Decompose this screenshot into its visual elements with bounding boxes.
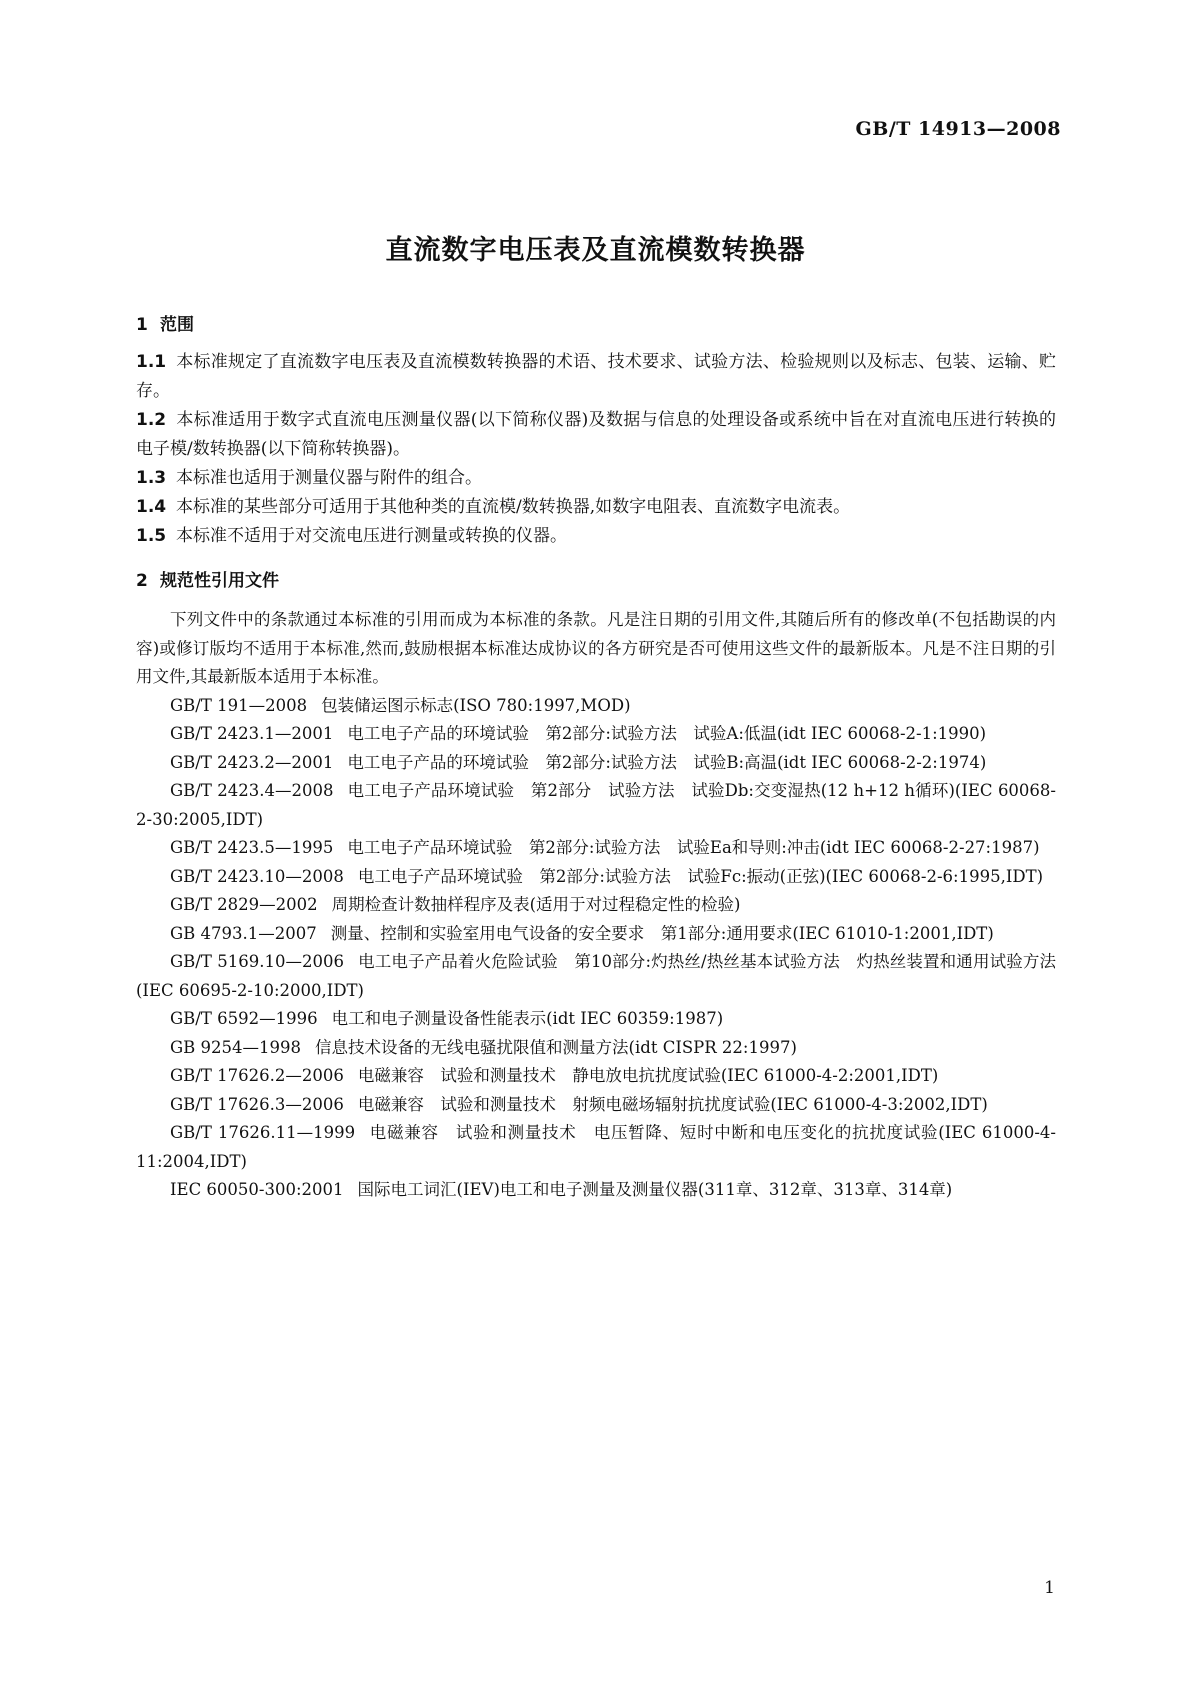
- reference-code: GB/T 191—2008: [170, 695, 308, 715]
- section-1-number: 1: [136, 315, 148, 335]
- reference-code: GB/T 2423.4—2008: [170, 781, 334, 800]
- clause-number: 1.1: [136, 352, 167, 372]
- clause-number: 1.5: [136, 526, 167, 546]
- reference-item: [136, 948, 1056, 1005]
- section-1-clauses: [136, 348, 1056, 551]
- standard-code: GB/T 14913—2008: [855, 118, 1061, 140]
- reference-code: GB/T 17626.3—2006: [170, 1094, 344, 1114]
- reference-title: 电工和电子测量设备性能表示(idt IEC 60359:1987): [331, 1009, 724, 1028]
- reference-item: [136, 891, 1056, 920]
- reference-title: 电工电子产品的环境试验 第2部分:试验方法 试验B:高温(idt IEC 60068-2-2:1974): [347, 752, 987, 772]
- reference-code: GB/T 2423.1—2001: [170, 724, 334, 743]
- reference-title: 电工电子产品环境试验 第2部分 试验方法 试验Db:交变湿热(12 h+12 h循环)(IEC 60068-2-30:2005,IDT): [136, 781, 1057, 829]
- section-1-heading: [136, 310, 194, 335]
- reference-item: [136, 1005, 1056, 1034]
- reference-item: [136, 920, 1056, 949]
- reference-code: GB/T 2829—2002: [170, 895, 318, 914]
- reference-code: GB/T 2423.5—1995: [170, 838, 334, 857]
- document-title: 直流数字电压表及直流模数转换器: [385, 235, 806, 266]
- clause-text: 本标准不适用于对交流电压进行测量或转换的仪器。: [176, 526, 567, 546]
- reference-title: 电磁兼容 试验和测量技术 射频电磁场辐射抗扰度试验(IEC 61000-4-3:2002,IDT): [357, 1094, 988, 1114]
- clause-1-2: [136, 406, 1056, 464]
- reference-item: [136, 777, 1056, 834]
- reference-code: GB 9254—1998: [170, 1037, 302, 1057]
- section-2-title: 规范性引用文件: [160, 571, 279, 591]
- reference-code: GB/T 2423.10—2008: [170, 866, 344, 886]
- reference-code: GB/T 17626.2—2006: [170, 1066, 344, 1085]
- reference-code: IEC 60050-300:2001: [170, 1180, 344, 1199]
- reference-item: [136, 1062, 1056, 1091]
- clause-number: 1.2: [136, 410, 167, 430]
- section-2-intro: 下列文件中的条款通过本标准的引用而成为本标准的条款。凡是注日期的引用文件,其随后所有的修改单(不包括勘误的内容)或修订版均不适用于本标准,然而,鼓励根据本标准达成协议的各方研究是否可使用这些文件的最新版本。凡是不注日期的引用文件,其最新版本适用于本标准。: [136, 610, 1056, 686]
- reference-code: GB 4793.1—2007: [170, 923, 317, 943]
- reference-title: 电磁兼容 试验和测量技术 静电放电抗扰度试验(IEC 61000-4-2:2001,IDT): [357, 1066, 939, 1085]
- reference-code: GB/T 6592—1996: [170, 1009, 318, 1028]
- clause-1-5: [136, 522, 1056, 551]
- clause-1-1: [136, 348, 1056, 406]
- reference-code: GB/T 5169.10—2006: [170, 952, 344, 971]
- reference-title: 电磁兼容 试验和测量技术 电压暂降、短时中断和电压变化的抗扰度试验(IEC 61000-4-11:2004,IDT): [136, 1123, 1056, 1171]
- clause-text: 本标准的某些部分可适用于其他种类的直流模/数转换器,如数字电阻表、直流数字电流表。: [176, 497, 851, 517]
- clause-number: 1.3: [136, 468, 167, 488]
- reference-title: 电工电子产品环境试验 第2部分:试验方法 试验Ea和导则:冲击(idt IEC 60068-2-27:1987): [347, 838, 1040, 857]
- clause-number: 1.4: [136, 497, 167, 517]
- reference-item: [136, 749, 1056, 778]
- reference-item: [136, 1034, 1056, 1063]
- reference-item: [136, 720, 1056, 749]
- reference-code: GB/T 2423.2—2001: [170, 752, 334, 772]
- reference-item: [136, 1176, 1056, 1205]
- reference-title: 国际电工词汇(IEV)电工和电子测量及测量仪器(311章、312章、313章、314章): [357, 1180, 953, 1199]
- reference-title: 信息技术设备的无线电骚扰限值和测量方法(idt CISPR 22:1997): [315, 1037, 797, 1057]
- reference-code: GB/T 17626.11—1999: [170, 1123, 356, 1142]
- reference-title: 周期检查计数抽样程序及表(适用于对过程稳定性的检验): [331, 895, 741, 914]
- section-2-body: [136, 606, 1056, 1205]
- section-1-title: 范围: [160, 315, 194, 335]
- page-number: 1: [1044, 1578, 1055, 1598]
- clause-1-3: [136, 464, 1056, 493]
- reference-item: [136, 1091, 1056, 1120]
- reference-item: [136, 834, 1056, 863]
- reference-title: 包装储运图示标志(ISO 780:1997,MOD): [321, 695, 631, 715]
- reference-item: [136, 692, 1056, 721]
- clause-text: 本标准规定了直流数字电压表及直流模数转换器的术语、技术要求、试验方法、检验规则以及标志、包装、运输、贮存。: [136, 352, 1056, 401]
- clause-1-4: [136, 493, 1056, 522]
- clause-text: 本标准也适用于测量仪器与附件的组合。: [176, 468, 482, 488]
- reference-title: 电工电子产品的环境试验 第2部分:试验方法 试验A:低温(idt IEC 60068-2-1:1990): [347, 724, 987, 743]
- section-2-heading: [136, 566, 279, 591]
- section-2-number: 2: [136, 571, 148, 591]
- clause-text: 本标准适用于数字式直流电压测量仪器(以下简称仪器)及数据与信息的处理设备或系统中旨在对直流电压进行转换的电子模/数转换器(以下简称转换器)。: [136, 410, 1056, 459]
- reference-title: 电工电子产品着火危险试验 第10部分:灼热丝/热丝基本试验方法 灼热丝装置和通用试验方法(IEC 60695-2-10:2000,IDT): [136, 952, 1056, 1000]
- reference-title: 电工电子产品环境试验 第2部分:试验方法 试验Fc:振动(正弦)(IEC 60068-2-6:1995,IDT): [357, 866, 1044, 886]
- reference-item: [136, 863, 1056, 892]
- reference-item: [136, 1119, 1056, 1176]
- reference-title: 测量、控制和实验室用电气设备的安全要求 第1部分:通用要求(IEC 61010-1:2001,IDT): [330, 923, 994, 943]
